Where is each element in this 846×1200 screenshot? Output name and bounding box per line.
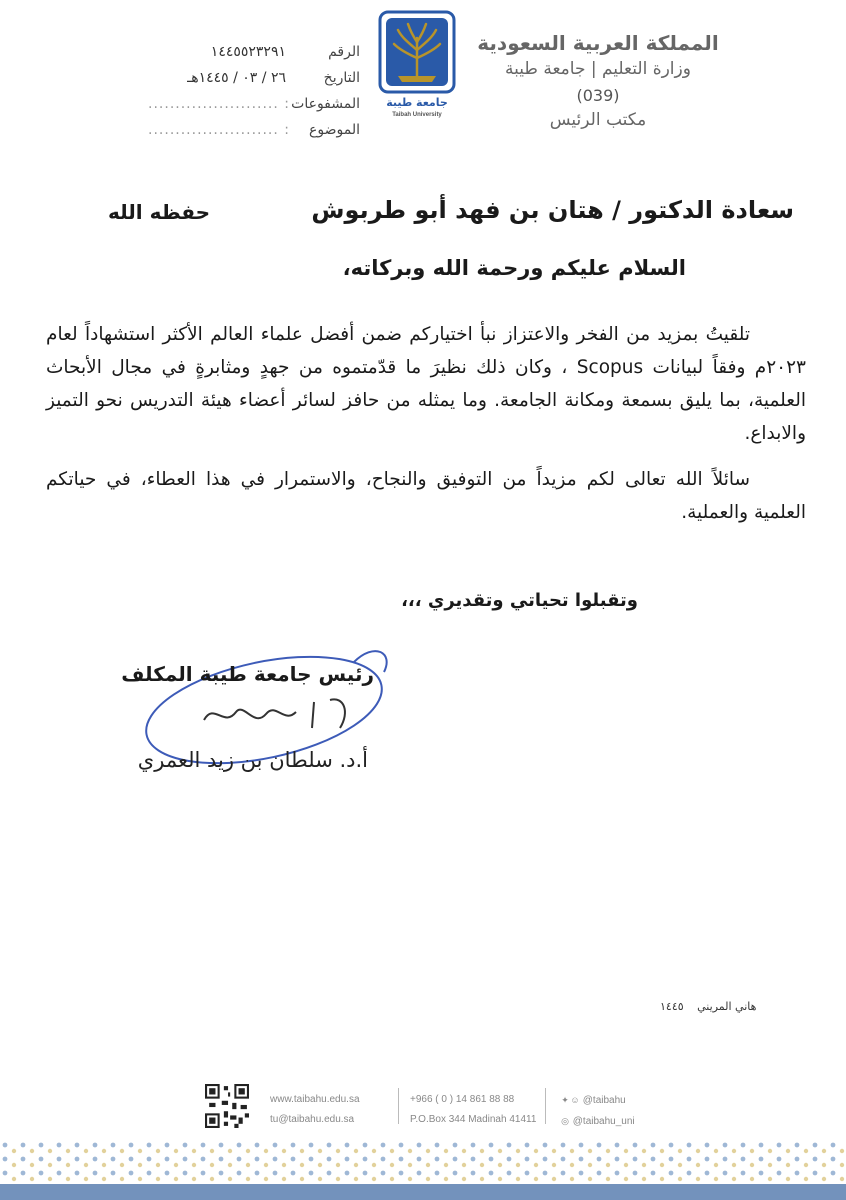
footer-social-handle-2[interactable]: @taibahu_uni: [572, 1116, 635, 1127]
typist-name: هاني المريني: [697, 1000, 757, 1013]
subject-dots: : ........................: [148, 122, 290, 138]
reference-block: [60, 34, 360, 138]
footer-email[interactable]: tu@taibahu.edu.sa: [270, 1114, 355, 1125]
office-code: (039): [576, 86, 620, 105]
footer-web-column: [270, 1090, 360, 1130]
twitter-icon: ✦: [561, 1095, 569, 1105]
date-value: ٢٦ / ٠٣ / ١٤٤٥هـ: [187, 70, 286, 86]
kingdom-title: المملكة العربية السعودية: [477, 31, 719, 55]
signatory-title: رئيس جامعة طيبة المكلف: [121, 662, 374, 686]
snapchat-icon: ☺: [570, 1095, 580, 1105]
footer-social-handle[interactable]: @taibahu: [582, 1095, 626, 1106]
attachments-row: [60, 86, 360, 112]
office-name: مكتب الرئيس: [549, 110, 647, 130]
footer-divider: [545, 1088, 546, 1124]
signatory-name: أ.د. سلطان بن زيد العمري: [137, 748, 368, 772]
ref-row: [60, 34, 360, 60]
attachments-dots: : ........................: [148, 96, 290, 112]
body-paragraph-2: سائلاً الله تعالى لكم مزيداً من التوفيق والنجاح، والاستمرار في هذا العطاء، في حياتكم العلمية والعملية.: [46, 469, 806, 523]
subject-row: [60, 112, 360, 138]
greeting: السلام عليكم ورحمة الله وبركاته،: [342, 256, 686, 280]
footer-website[interactable]: www.taibahu.edu.sa: [270, 1094, 360, 1105]
footer-divider: [398, 1088, 399, 1124]
footer: [0, 1080, 846, 1140]
decorative-footer-pattern: [0, 1140, 846, 1200]
addressee: سعادة الدكتور / هتان بن فهد أبو طربوش: [311, 196, 794, 224]
footer-social-column: [560, 1090, 635, 1132]
typist-stamp: [660, 1000, 756, 1013]
date-label: التاريخ: [323, 70, 360, 86]
ministry-university: وزارة التعليم | جامعة طيبة: [505, 59, 691, 79]
logo-caption: Taibah University: [392, 112, 442, 118]
footer-phone: +966 ( 0 ) 14 861 88 88: [410, 1094, 515, 1105]
qr-code-icon: [205, 1084, 249, 1128]
date-row: [60, 60, 360, 86]
typist-year: ١٤٤٥: [660, 1000, 684, 1013]
footer-contact-column: [410, 1090, 536, 1130]
honorific: حفظه الله: [108, 200, 211, 224]
closing: وتقبلوا تحياتي وتقديري ،،،: [401, 590, 638, 611]
taibah-university-logo: [374, 10, 460, 122]
letter-body: [46, 318, 806, 529]
ref-value: ١٤٤٥٥٢٣٢٩١: [210, 44, 286, 60]
instagram-icon: ◎: [561, 1116, 569, 1126]
subject-label: الموضوع: [309, 122, 360, 138]
attachments-label: المشفوعات: [291, 96, 360, 112]
body-paragraph-1: تلقيتُ بمزيد من الفخر والاعتزاز نبأ اختياركم ضمن أفضل علماء العالم الأكثر استشهاداً لعام ٢٠٢٣م وفقاً لبيانات Scopus ، وكان ذلك نظيرَ ما قدّمتموه من جهدٍ ومثابرةٍ في مجال الأبحاث العلمية، بما يليق بسمعة ومكانة الجامعة. وما يمثله من حافز لسائر أعضاء هيئة التدريس نحو التميز والابداع.: [46, 324, 806, 444]
ref-label: الرقم: [328, 44, 360, 60]
letterhead: [468, 30, 728, 132]
footer-pobox: P.O.Box 344 Madinah 41411: [410, 1114, 537, 1125]
svg-text:جامعة طيبة: جامعة طيبة: [386, 96, 448, 109]
